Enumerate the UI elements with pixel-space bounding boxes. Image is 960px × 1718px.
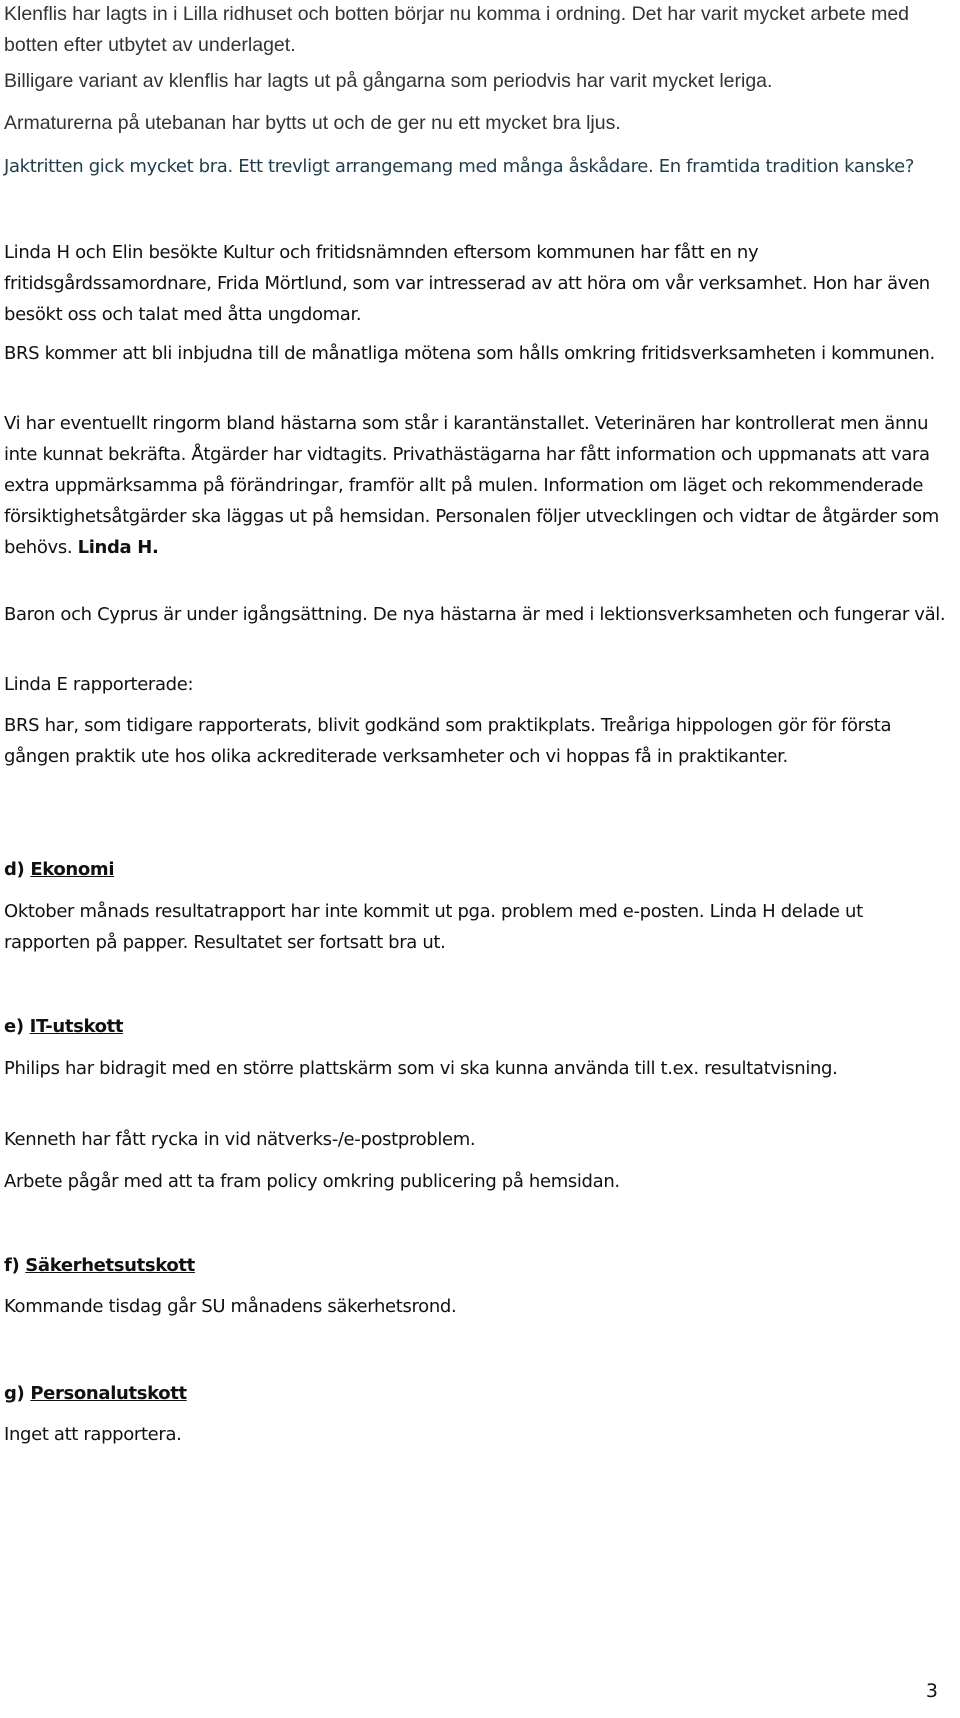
paragraph-kenneth: Kenneth har fått rycka in vid nätverks-/e-postproblem. [4, 1129, 476, 1150]
paragraph-ekonomi: Oktober månads resultatrapport har inte kommit ut pga. problem med e-posten. Linda H delade ut rapporten på papper. Resultatet ser fortsatt bra ut. [4, 901, 863, 953]
heading-sakerhetsutskott-title: Säkerhetsutskott [25, 1255, 195, 1276]
paragraph-sakerhetsrond: Kommande tisdag går SU månadens säkerhetsrond. [4, 1296, 457, 1317]
paragraph-armaturerna: Armaturerna på utebanan har bytts ut och de ger nu ett mycket bra ljus. [4, 112, 621, 134]
page-number: 3 [925, 1680, 938, 1702]
paragraph-brs-moten: BRS kommer att bli inbjudna till de månatliga mötena som hålls omkring fritidsverksamheten i kommunen. [4, 343, 935, 364]
heading-it-utskott [4, 1011, 954, 1042]
heading-sakerhetsutskott [4, 1250, 954, 1281]
heading-ekonomi-title: Ekonomi [30, 859, 115, 880]
paragraph-personal: Inget att rapportera. [4, 1424, 182, 1445]
paragraph-gangarna: Billigare variant av klenflis har lagts ut på gångarna som periodvis har varit mycket leriga. [4, 70, 773, 92]
paragraph-linda-e: Linda E rapporterade: [4, 674, 194, 695]
heading-it-utskott-prefix: e) [4, 1016, 30, 1037]
paragraph-policy: Arbete pågår med att ta fram policy omkring publicering på hemsidan. [4, 1171, 620, 1192]
heading-sakerhetsutskott-prefix: f) [4, 1255, 26, 1276]
heading-personalutskott-prefix: g) [4, 1383, 31, 1404]
paragraph-ringorm [4, 408, 954, 563]
paragraph-klenflis: Klenflis har lagts in i Lilla ridhuset och botten börjar nu komma i ordning. Det har varit mycket arbete med botten efter utbytet av underlaget. [4, 3, 910, 56]
paragraph-jaktritten: Jaktritten gick mycket bra. Ett trevligt arrangemang med många åskådare. En framtida tradition kanske? [4, 156, 915, 177]
paragraph-baron-cyprus: Baron och Cyprus är under igångsättning. De nya hästarna är med i lektionsverksamheten och fungerar väl. [4, 604, 946, 625]
heading-it-utskott-title: IT-utskott [29, 1016, 124, 1037]
paragraph-praktikplats: BRS har, som tidigare rapporterats, blivit godkänd som praktikplats. Treåriga hippologen gör för första gången praktik ute hos olika ackrediterade verksamheter och vi hoppas få in praktikanter. [4, 715, 892, 767]
heading-personalutskott-title: Personalutskott [30, 1383, 187, 1404]
paragraph-kultur-fritid: Linda H och Elin besökte Kultur och fritidsnämnden eftersom kommunen har fått en ny fritidsgårdssamordnare, Frida Mörtlund, som var intresserad av att höra om vår verksamhet. Hon har även besökt oss och talat med åtta ungdomar. [4, 242, 930, 325]
heading-ekonomi [4, 854, 954, 885]
heading-ekonomi-prefix: d) [4, 859, 31, 880]
ringorm-text: Vi har eventuellt ringorm bland hästarna som står i karantänstallet. Veterinären har kontrollerat men ännu inte kunnat bekräfta. Åtgärder har vidtagits. Privathästägarna har fått information och uppmanats att vara extra uppmärksamma på förändringar, framför allt på mulen. Information om läget och rekommenderade försiktighetsåtgärder ska läggas ut på hemsidan. Personalen följer utvecklingen och vidtar de åtgärder som behövs. [4, 413, 939, 558]
ringorm-signature: Linda H. [77, 537, 159, 558]
heading-personalutskott [4, 1378, 954, 1409]
paragraph-philips: Philips har bidragit med en större plattskärm som vi ska kunna använda till t.ex. resultatvisning. [4, 1058, 838, 1079]
